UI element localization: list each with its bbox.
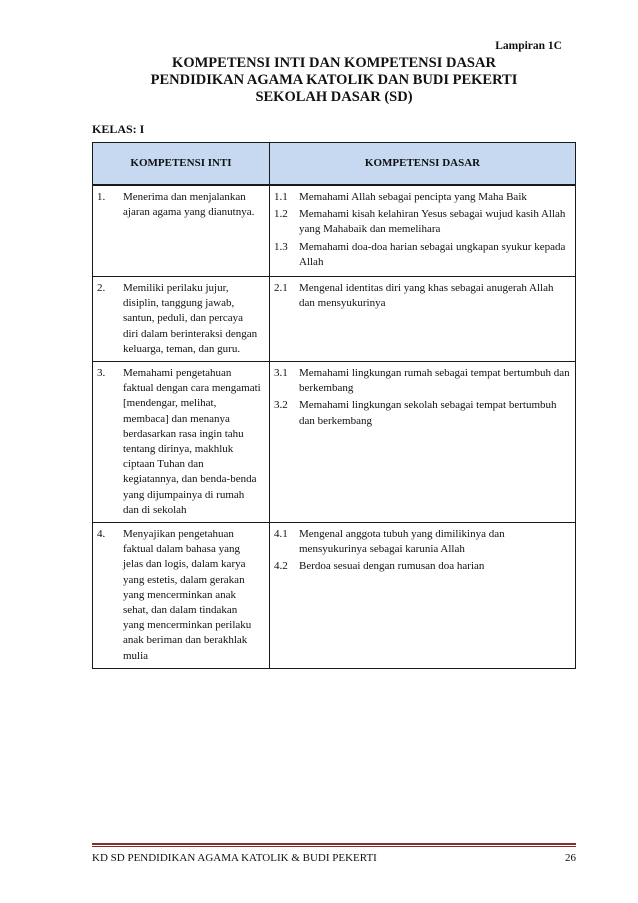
table-row xyxy=(93,277,576,362)
kd-text: Mengenal anggota tubuh yang dimilikinya dan mensyukurinya sebagai karunia Allah xyxy=(299,528,505,556)
kd-item xyxy=(274,559,571,574)
kd-text: Memahami Allah sebagai pencipta yang Maha Baik xyxy=(299,191,527,203)
footer-rule-thin xyxy=(92,846,576,847)
kd-text: Berdoa sesuai dengan rumusan doa harian xyxy=(299,560,485,573)
appendix-label: Lampiran 1C xyxy=(495,40,562,52)
ki-cell xyxy=(93,277,270,362)
kd-item xyxy=(274,281,571,311)
kd-text: Memahami doa-doa harian sebagai ungkapan syukur kepada Allah xyxy=(299,240,566,268)
kd-number: 1.2 xyxy=(274,208,288,221)
table-row xyxy=(93,523,576,669)
ki-number: 3. xyxy=(97,367,106,380)
ki-cell xyxy=(93,185,270,277)
kd-text: Memahami lingkungan sekolah sebagai tempat bertumbuh dan berkembang xyxy=(299,399,557,427)
kd-text: Mengenal identitas diri yang khas sebagai anugerah Allah dan mensyukurinya xyxy=(299,282,554,310)
competency-table xyxy=(92,142,576,669)
ki-text: Menyajikan pengetahuan faktual dalam bahasa yang jelas dan logis, dalam karya yang estetis, dalam gerakan yang mencerminkan anak sehat, dan dalam tindakan yang mencerminkan perilaku anak beriman dan berakhlak mulia xyxy=(123,528,252,662)
column-header-ki: KOMPETENSI INTI xyxy=(93,143,270,186)
ki-cell xyxy=(93,523,270,669)
ki-item xyxy=(97,366,265,518)
footer-rule xyxy=(92,843,576,845)
ki-number: 4. xyxy=(97,528,106,541)
table-row xyxy=(93,185,576,277)
kd-number: 1.3 xyxy=(274,240,288,253)
title-line-3: SEKOLAH DASAR (SD) xyxy=(255,89,413,105)
kd-number: 4.2 xyxy=(274,560,288,573)
ki-number: 1. xyxy=(97,191,106,203)
table-row xyxy=(93,362,576,523)
table-header-row xyxy=(93,143,576,186)
kd-cell xyxy=(270,185,576,277)
kd-item xyxy=(274,190,571,205)
ki-number: 2. xyxy=(97,282,106,295)
kd-item xyxy=(274,366,571,396)
kd-item xyxy=(274,240,571,270)
ki-text: Menerima dan menjalankan ajaran agama yang dianutnya. xyxy=(123,191,255,219)
kd-number: 3.2 xyxy=(274,399,288,412)
kd-cell xyxy=(270,277,576,362)
ki-text: Memiliki perilaku jujur, disiplin, tanggung jawab, santun, peduli, dan percaya diri dalam berinteraksi dengan keluarga, teman, dan guru. xyxy=(123,282,258,355)
footer-title: KD SD PENDIDIKAN AGAMA KATOLIK & BUDI PEKERTI xyxy=(92,852,377,864)
ki-item xyxy=(97,281,265,357)
ki-item xyxy=(97,527,265,664)
title-line-2: PENDIDIKAN AGAMA KATOLIK DAN BUDI PEKERTI xyxy=(150,72,518,88)
column-header-kd: KOMPETENSI DASAR xyxy=(270,143,576,186)
class-label: KELAS: I xyxy=(92,122,145,136)
kd-number: 1.1 xyxy=(274,191,288,203)
kd-number: 2.1 xyxy=(274,282,288,295)
kd-item xyxy=(274,398,571,428)
title-line-1: KOMPETENSI INTI DAN KOMPETENSI DASAR xyxy=(172,55,496,71)
ki-item xyxy=(97,190,265,220)
table-body xyxy=(93,185,576,668)
ki-cell xyxy=(93,362,270,523)
kd-text: Memahami lingkungan rumah sebagai tempat bertumbuh dan berkembang xyxy=(299,367,570,395)
kd-cell xyxy=(270,523,576,669)
kd-item xyxy=(274,207,571,237)
ki-text: Memahami pengetahuan faktual dengan cara mengamati [mendengar, melihat, membaca] dan menanya berdasarkan rasa ingin tahu tentang dirinya, makhluk ciptaan Tuhan dan kegiatannya, dan benda-benda yang dijumpainya di rumah dan di sekolah xyxy=(123,367,261,516)
kd-item xyxy=(274,527,571,557)
kd-cell xyxy=(270,362,576,523)
kd-number: 3.1 xyxy=(274,367,288,380)
document-title xyxy=(92,55,576,106)
kd-text: Memahami kisah kelahiran Yesus sebagai wujud kasih Allah yang Mahabaik dan memelihara xyxy=(299,208,566,236)
page-number: 26 xyxy=(565,852,576,864)
kd-number: 4.1 xyxy=(274,528,288,541)
